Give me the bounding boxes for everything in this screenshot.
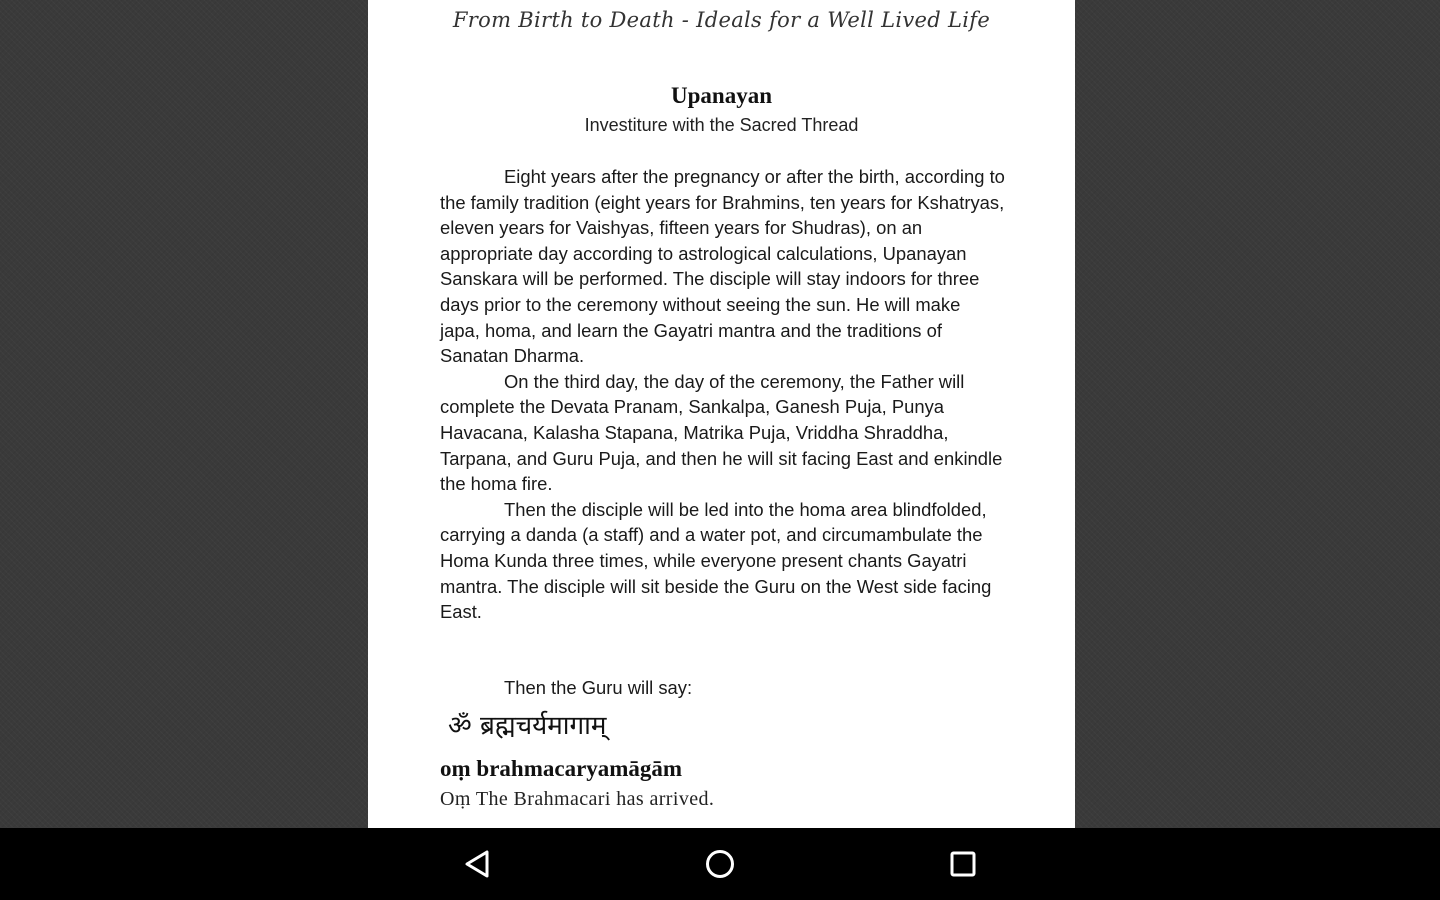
body-text bbox=[440, 164, 1005, 625]
running-header: From Birth to Death - Ideals for a Well Lived Life bbox=[452, 8, 991, 32]
paragraph: Eight years after the pregnancy or after the birth, according to the family tradition (eight years for Brahmins, ten years for Kshatryas, eleven years for Vaishyas, fifteen years for Shudras), on an appropriate day according to astrological calculations, Upanayan Sanskara will be performed. The disciple will stay indoors for three days prior to the ceremony without seeing the sun. He will make japa, homa, and learn the Gayatri mantra and the traditions of Sanatan Dharma. bbox=[440, 166, 1005, 367]
guru-line: Then the Guru will say: bbox=[504, 677, 693, 698]
home-button[interactable] bbox=[700, 844, 740, 884]
recents-button[interactable] bbox=[943, 844, 983, 884]
sanskrit-mantra: ॐ ब्रह्मचर्यमागाम् bbox=[448, 711, 607, 741]
chapter-title: Upanayan bbox=[671, 83, 772, 108]
back-button[interactable] bbox=[458, 844, 498, 884]
recents-square-icon bbox=[943, 844, 983, 884]
paragraph: On the third day, the day of the ceremony, the Father will complete the Devata Pranam, Sankalpa, Ganesh Puja, Punya Havacana, Kalasha Stapana, Matrika Puja, Vriddha Shraddha, Tarpana, and Guru Puja, and then he will sit facing East and enkindle the homa fire. bbox=[440, 370, 1003, 495]
mantra-transliteration: oṃ brahmacaryamāgām bbox=[440, 756, 683, 781]
home-circle-icon bbox=[700, 844, 740, 884]
paragraph: Then the disciple will be led into the homa area blindfolded, carrying a danda (a staff) and a water pot, and circumambulate the Homa Kunda three times, while everyone present chants Gayatri mantra. The disciple will sit beside the Guru on the West side facing East. bbox=[440, 498, 992, 623]
book-page bbox=[368, 0, 1075, 828]
mantra-translation: Oṃ The Brahmacari has arrived. bbox=[440, 788, 715, 810]
system-navigation-bar bbox=[0, 828, 1440, 900]
back-triangle-icon bbox=[458, 844, 498, 884]
chapter-subtitle: Investiture with the Sacred Thread bbox=[584, 115, 859, 135]
